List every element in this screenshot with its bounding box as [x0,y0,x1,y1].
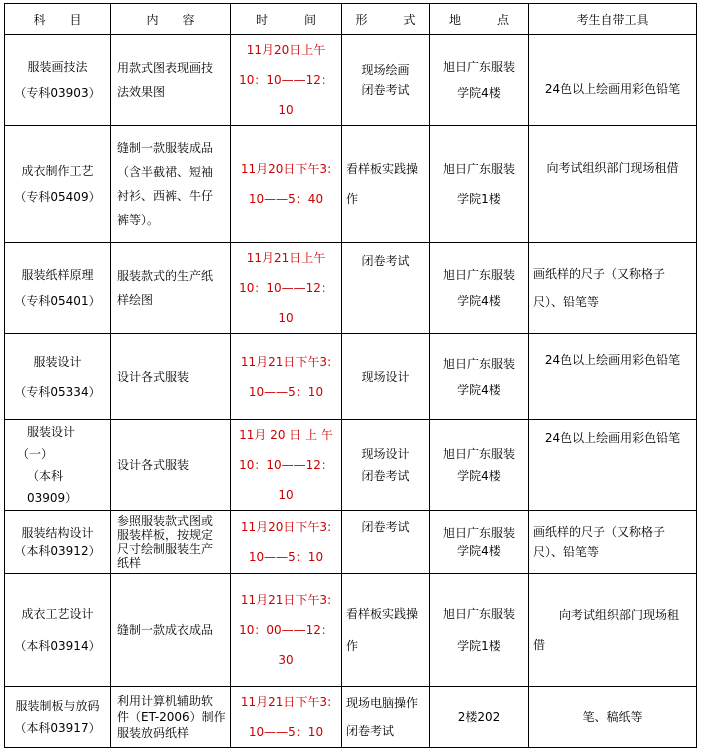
time-range: 10——5：40 [248,192,324,206]
tools-cell [529,126,697,243]
tools-line: 24色以上绘画用彩色铅笔 [544,82,681,96]
location-line: 学院1楼 [457,192,501,206]
table-row [5,35,697,126]
time-date: 11月21日下午3: [240,593,332,607]
time-date: 11月 20 日 上 午 [239,428,333,442]
time-range: 10：00——12：30 [239,623,333,667]
format-line: 现场绘画 [361,63,410,77]
tools-line: 画纸样的尺子（又称格子 [533,267,666,281]
tools-cell [529,35,697,126]
content-line: 服装样板，按规定 [117,528,214,542]
content-line: 样绘图 [117,293,154,307]
tools-line: 向考试组织部门现场租 [547,608,680,622]
format-line: 闭卷考试 [346,724,395,738]
tools-cell [529,243,697,334]
subject-cell [5,511,111,574]
table-row [5,126,697,243]
time-cell [231,511,342,574]
header-tools: 考生自带工具 [529,4,697,35]
subject-code: （专科03903） [14,86,101,100]
tools-cell [529,511,697,574]
content-line: 参照服装款式图或 [117,514,214,528]
location-line: 旭日广东服装 [442,607,515,621]
tools-line: 向考试组织部门现场租借 [546,161,679,175]
subject-code: （本科03914） [14,639,101,653]
tools-line: 画纸样的尺子（又称格子 [533,525,666,539]
time-cell [231,334,342,420]
content-cell [111,243,231,334]
format-line: 看样板实践操 [346,162,419,176]
content-line: 裤等）。 [117,213,160,227]
format-line: 闭卷考试 [361,469,410,483]
format-cell [342,420,430,511]
location-line: 旭日广东服装 [442,526,515,540]
subject-name: （一） [17,447,54,461]
content-cell [111,35,231,126]
tools-cell [529,334,697,420]
time-range: 10：10——12：10 [239,73,333,117]
format-cell [342,243,430,334]
location-line: 学院4楼 [457,544,501,558]
time-cell [231,243,342,334]
tools-line: 尺）、铅笔等 [533,295,600,309]
time-cell [231,574,342,687]
table-row [5,243,697,334]
subject-name: 服装纸样原理 [21,268,94,282]
subject-name: 服装结构设计 [21,526,94,540]
location-cell [430,687,529,748]
content-line: 法效果图 [117,85,166,99]
subject-cell [5,687,111,748]
format-line: 现场设计 [361,369,410,384]
time-date: 11月21日下午3: [240,695,332,709]
content-line: 设计各式服装 [117,369,190,384]
subject-name: 服装设计 [27,425,76,439]
time-range: 10：10——12：10 [239,458,333,502]
content-line: 衬衫、西裤、牛仔 [117,189,214,203]
subject-cell [5,243,111,334]
content-line: 纸样 [117,556,142,570]
time-cell [231,687,342,748]
time-date: 11月20日上午 [246,43,326,57]
location-line: 旭日广东服装 [442,60,515,74]
content-line: 用款式图表现画技 [117,61,214,75]
subject-name: 服装画技法 [27,60,88,74]
location-line: 学院1楼 [457,639,501,653]
header-content: 内 容 [111,4,231,35]
location-line: 学院4楼 [457,294,501,308]
location-line: 旭日广东服装 [442,268,515,282]
content-cell [111,126,231,243]
subject-code: （本科03917） [14,721,101,735]
time-cell [231,126,342,243]
table-row [5,687,697,748]
format-cell [342,574,430,687]
time-range: 10：10——12：10 [239,281,333,325]
format-line: 作 [346,639,359,653]
tools-cell [529,420,697,511]
content-line: 尺寸绘制服装生产 [117,542,214,556]
location-cell [430,574,529,687]
location-cell [430,420,529,511]
content-line: 件（ET-2006）制作 [117,710,226,724]
location-line: 旭日广东服装 [442,356,515,371]
subject-cell [5,334,111,420]
time-date: 11月20日下午3: [240,520,332,534]
format-cell [342,511,430,574]
subject-code: （专科05401） [14,294,101,308]
format-line: 看样板实践操 [346,607,419,621]
format-line: 闭卷考试 [361,83,410,97]
content-line: 利用计算机辅助软 [117,694,214,708]
location-line: 旭日广东服装 [442,447,515,461]
location-cell [430,35,529,126]
format-cell [342,334,430,420]
tools-cell [529,574,697,687]
table-row [5,334,697,420]
location-line: 学院4楼 [457,469,501,483]
subject-name: 服装设计 [33,354,82,369]
content-cell [111,574,231,687]
header-location: 地 点 [430,4,529,35]
format-cell [342,126,430,243]
exam-schedule-table [4,3,697,748]
time-range: 10——5：10 [248,384,324,399]
header-row [5,4,697,35]
header-time: 时 间 [231,4,342,35]
format-cell [342,687,430,748]
format-line: 闭卷考试 [361,254,410,268]
table-row [5,574,697,687]
time-range: 10——5：10 [248,725,324,739]
content-line: 设计各式服装 [117,458,190,472]
subject-code: （专科05409） [14,190,101,204]
time-cell [231,35,342,126]
content-cell [111,511,231,574]
location-cell [430,334,529,420]
time-date: 11月21日上午 [246,251,326,265]
time-range: 10——5：10 [248,550,324,564]
location-cell [430,243,529,334]
format-line: 作 [346,192,359,206]
format-line: 现场电脑操作 [346,696,419,710]
location-cell [430,511,529,574]
subject-cell [5,420,111,511]
format-cell [342,35,430,126]
format-line: 闭卷考试 [361,520,410,534]
content-line: 缝制一款服装成品 [117,141,214,155]
subject-name: 成衣工艺设计 [21,607,94,621]
tools-line: 24色以上绘画用彩色铅笔 [544,431,681,445]
time-date: 11月20日下午3: [240,162,332,176]
content-line: 服装放码纸样 [117,726,190,740]
format-line: 现场设计 [361,447,410,461]
location-line: 学院4楼 [457,86,501,100]
content-line: 缝制一款成衣成品 [117,623,214,637]
subject-code: （本科03912） [14,544,101,558]
subject-cell [5,574,111,687]
tools-line: 笔、稿纸等 [582,710,643,724]
location-line: 旭日广东服装 [442,162,515,176]
subject-code: （专科05334） [14,384,101,399]
location-line: 2楼202 [457,710,501,724]
subject-cell [5,126,111,243]
time-cell [231,420,342,511]
location-cell [430,126,529,243]
header-subject: 科 目 [5,4,111,35]
content-cell [111,687,231,748]
tools-line: 尺）、铅笔等 [533,545,600,559]
time-date: 11月21日下午3: [240,354,332,369]
tools-line: 24色以上绘画用彩色铅笔 [544,353,681,367]
content-cell [111,334,231,420]
location-line: 学院4楼 [457,382,501,397]
subject-name: 成衣制作工艺 [21,164,94,178]
content-cell [111,420,231,511]
table-row [5,511,697,574]
subject-cell [5,35,111,126]
content-line: （含半截裙、短袖 [117,165,214,179]
table-row [5,420,697,511]
tools-line: 借 [533,638,546,652]
header-format: 形 式 [342,4,430,35]
subject-name: 服装制板与放码 [15,699,100,713]
subject-code: （本科03909） [27,469,78,505]
tools-cell [529,687,697,748]
content-line: 服装款式的生产纸 [117,269,214,283]
